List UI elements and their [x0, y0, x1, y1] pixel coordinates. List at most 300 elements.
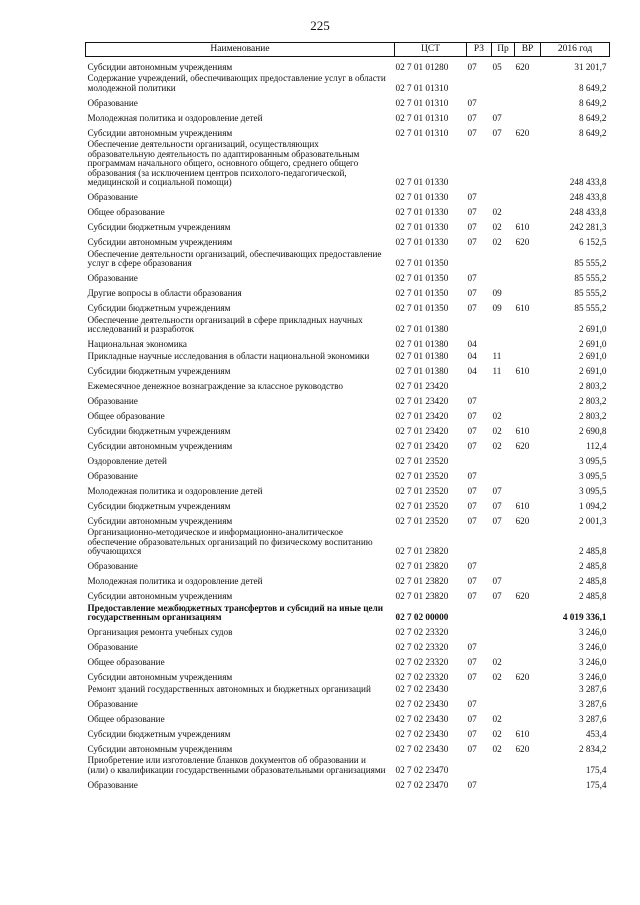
cell-pr: 07	[492, 500, 502, 511]
cell-pr	[492, 557, 515, 572]
cell-vr: 620	[515, 127, 530, 138]
cell-vr: 620	[515, 61, 530, 72]
cell-amount: 453,4	[585, 728, 607, 739]
cell-name: Субсидии бюджетным учреждениям	[87, 425, 231, 436]
cell-amount: 2 691,0	[578, 365, 607, 376]
cell-cst: 02 7 02 23320	[395, 657, 449, 667]
cell-cst: 02 7 01 01310	[395, 97, 449, 108]
cell-rz	[467, 526, 492, 557]
cell-rz: 07	[467, 500, 477, 511]
header-rz: РЗ	[467, 43, 492, 57]
cell-amount: 4 019 336,1	[562, 612, 607, 622]
table-row	[86, 376, 610, 391]
cell-pr: 07	[492, 591, 502, 601]
cell-amount: 2 803,2	[578, 395, 607, 406]
cell-pr	[492, 376, 515, 391]
cell-pr	[492, 72, 515, 93]
table-row	[86, 406, 610, 421]
cell-cst: 02 7 01 23520	[395, 500, 449, 511]
cell-name: Субсидии автономным учреждениям	[87, 743, 233, 754]
cell-name: Образование	[87, 470, 138, 481]
table-row	[86, 572, 610, 587]
cell-cst: 02 7 02 00000	[395, 612, 449, 622]
cell-pr	[492, 138, 515, 188]
cell-amount: 242 281,3	[569, 222, 607, 232]
cell-rz: 04	[467, 365, 477, 376]
cell-name: Организация ремонта учебных судов	[87, 627, 233, 637]
cell-vr	[515, 526, 541, 557]
cell-pr: 07	[492, 485, 502, 496]
cell-vr: 610	[515, 728, 530, 739]
cell-vr	[515, 350, 541, 362]
cell-pr	[492, 638, 515, 653]
table-row	[86, 511, 610, 526]
table-body	[86, 57, 610, 791]
table-row	[86, 93, 610, 108]
cell-vr	[515, 683, 541, 695]
cell-amount: 3 095,5	[578, 455, 607, 466]
cell-cst: 02 7 02 23430	[395, 713, 449, 724]
cell-name: Субсидии автономным учреждениям	[87, 672, 233, 682]
cell-name: Субсидии бюджетным учреждениям	[87, 728, 231, 739]
cell-rz: 07	[467, 713, 477, 724]
cell-pr	[492, 602, 515, 623]
cell-vr	[515, 481, 541, 496]
cell-rz: 07	[467, 470, 477, 481]
cell-vr	[515, 653, 541, 668]
cell-pr	[492, 188, 515, 203]
cell-vr: 620	[515, 440, 530, 451]
cell-rz: 07	[467, 395, 477, 406]
cell-pr	[492, 694, 515, 709]
cell-cst: 02 7 02 23430	[395, 683, 449, 694]
table-row	[86, 123, 610, 138]
cell-name: Образование	[87, 779, 138, 790]
cell-rz: 07	[467, 222, 477, 232]
cell-pr	[492, 623, 515, 638]
cell-rz	[467, 683, 492, 695]
cell-pr: 02	[492, 207, 502, 217]
cell-rz	[467, 314, 492, 335]
table-row	[86, 57, 610, 73]
cell-name: Образование	[87, 395, 138, 406]
cell-cst: 02 7 02 23470	[395, 779, 449, 790]
cell-rz	[467, 72, 492, 93]
cell-cst: 02 7 01 01280	[395, 61, 449, 72]
cell-name: Молодежная политика и оздоровление детей	[87, 576, 263, 586]
table-header-row	[86, 43, 610, 57]
cell-rz: 07	[467, 288, 477, 298]
cell-vr	[515, 284, 541, 299]
cell-pr: 02	[492, 743, 502, 754]
table-row	[86, 233, 610, 248]
header-name: Наименование	[86, 43, 395, 57]
cell-pr	[492, 391, 515, 406]
table-row	[86, 754, 610, 775]
cell-pr	[492, 93, 515, 108]
cell-vr	[515, 557, 541, 572]
cell-rz: 04	[467, 339, 477, 349]
cell-pr: 09	[492, 288, 502, 298]
cell-pr: 11	[492, 365, 502, 376]
table-row	[86, 638, 610, 653]
cell-vr	[515, 188, 541, 203]
cell-amount: 2 691,0	[578, 339, 607, 349]
cell-rz: 07	[467, 192, 477, 202]
cell-cst: 02 7 01 23820	[395, 561, 449, 571]
table-row	[86, 218, 610, 233]
cell-pr	[492, 754, 515, 775]
cell-pr: 02	[492, 237, 502, 247]
cell-rz: 04	[467, 350, 477, 361]
cell-cst: 02 7 01 23820	[395, 576, 449, 586]
cell-vr	[515, 754, 541, 775]
cell-name: Субсидии бюджетным учреждениям	[87, 500, 231, 511]
table-row	[86, 138, 610, 188]
cell-vr	[515, 602, 541, 623]
cell-amount: 175,4	[585, 779, 607, 790]
cell-cst: 02 7 01 01310	[395, 82, 449, 93]
cell-vr	[515, 203, 541, 218]
cell-cst: 02 7 02 23430	[395, 728, 449, 739]
cell-name: Субсидии автономным учреждениям	[87, 515, 233, 526]
table-row	[86, 361, 610, 376]
cell-pr: 07	[492, 576, 502, 586]
cell-vr	[515, 694, 541, 709]
table-row	[86, 526, 610, 557]
cell-amount: 31 201,7	[574, 61, 607, 72]
cell-rz: 07	[467, 410, 477, 421]
table-row	[86, 724, 610, 739]
cell-name: Содержание учреждений, обеспечивающих предоставление услуг в области молодежной политики	[87, 73, 386, 93]
cell-cst: 02 7 01 01310	[395, 112, 449, 123]
cell-amount: 85 555,2	[574, 288, 607, 298]
page-number: 225	[310, 18, 330, 33]
cell-name: Общее образование	[87, 713, 165, 724]
cell-cst: 02 7 01 01330	[395, 177, 449, 187]
cell-amount: 8 649,2	[578, 127, 607, 138]
cell-pr: 05	[492, 61, 502, 72]
cell-name: Образование	[87, 273, 138, 283]
cell-amount: 2 485,8	[578, 546, 607, 556]
cell-pr: 02	[492, 410, 502, 421]
table-row	[86, 466, 610, 481]
cell-name: Ремонт зданий государственных автономных и бюджетных организаций	[87, 683, 371, 694]
cell-amount: 248 433,8	[569, 177, 607, 187]
table-row	[86, 421, 610, 436]
cell-rz: 07	[467, 207, 477, 217]
cell-vr: 620	[515, 743, 530, 754]
cell-amount: 248 433,8	[569, 192, 607, 202]
cell-amount: 8 649,2	[578, 82, 607, 93]
cell-name: Образование	[87, 642, 138, 652]
cell-amount: 2 485,8	[578, 576, 607, 586]
cell-vr	[515, 572, 541, 587]
cell-rz: 07	[467, 425, 477, 436]
cell-name: Приобретение или изготовление бланков документов об образовании и (или) о квалификации государственными образовательными организациями	[87, 755, 386, 775]
table-row	[86, 436, 610, 451]
cell-amount: 6 152,5	[578, 237, 607, 247]
cell-rz: 07	[467, 728, 477, 739]
cell-pr: 02	[492, 222, 502, 232]
cell-cst: 02 7 01 23420	[395, 410, 449, 421]
cell-amount: 3 287,6	[578, 698, 607, 709]
budget-table	[85, 42, 610, 790]
cell-amount: 2 691,0	[578, 324, 607, 334]
cell-amount: 3 095,5	[578, 485, 607, 496]
cell-rz: 07	[467, 591, 477, 601]
cell-amount: 8 649,2	[578, 97, 607, 108]
cell-cst: 02 7 01 01380	[395, 350, 449, 361]
cell-name: Обеспечение деятельности организаций в сфере прикладных научных исследований и разработок	[87, 314, 363, 334]
cell-cst: 02 7 01 23520	[395, 455, 449, 466]
cell-amount: 2 485,8	[578, 561, 607, 571]
table-row	[86, 683, 610, 695]
cell-name: Предоставление межбюджетных трансфертов и субсидий на иные цели государственным организациям	[87, 602, 384, 622]
table-row	[86, 335, 610, 350]
cell-cst: 02 7 01 23420	[395, 425, 449, 436]
cell-cst: 02 7 01 01380	[395, 324, 449, 334]
cell-pr	[492, 335, 515, 350]
cell-cst: 02 7 01 01380	[395, 365, 449, 376]
cell-name: Образование	[87, 192, 138, 202]
cell-pr: 07	[492, 112, 502, 123]
cell-vr: 620	[515, 237, 530, 247]
cell-amount: 85 555,2	[574, 273, 607, 283]
cell-rz: 07	[467, 779, 477, 790]
cell-name: Молодежная политика и оздоровление детей	[87, 485, 263, 496]
table-row	[86, 269, 610, 284]
cell-vr: 610	[515, 365, 530, 376]
table-row	[86, 653, 610, 668]
table-row	[86, 602, 610, 623]
header-amount: 2016 год	[541, 43, 610, 57]
cell-pr	[492, 466, 515, 481]
cell-name: Общее образование	[87, 410, 165, 421]
cell-pr: 02	[492, 657, 502, 667]
cell-rz: 07	[467, 576, 477, 586]
cell-rz: 07	[467, 127, 477, 138]
cell-pr: 09	[492, 303, 502, 313]
cell-vr	[515, 376, 541, 391]
table-row	[86, 203, 610, 218]
cell-vr	[515, 709, 541, 724]
cell-name: Общее образование	[87, 207, 165, 217]
cell-cst: 02 7 02 23320	[395, 672, 449, 682]
cell-amount: 2 803,2	[578, 380, 607, 391]
cell-rz	[467, 138, 492, 188]
cell-vr: 620	[515, 672, 530, 682]
cell-rz: 07	[467, 672, 477, 682]
cell-rz	[467, 451, 492, 466]
cell-name: Образование	[87, 561, 138, 571]
cell-name: Субсидии автономным учреждениям	[87, 61, 233, 72]
cell-amount: 3 287,6	[578, 683, 607, 694]
cell-vr	[515, 335, 541, 350]
cell-name: Субсидии автономным учреждениям	[87, 127, 233, 138]
cell-cst: 02 7 01 01350	[395, 258, 449, 268]
table-row	[86, 284, 610, 299]
cell-pr: 07	[492, 515, 502, 526]
cell-vr	[515, 269, 541, 284]
cell-amount: 2 691,0	[578, 350, 607, 361]
cell-cst: 02 7 01 23820	[395, 591, 449, 601]
cell-amount: 2 803,2	[578, 410, 607, 421]
cell-amount: 8 649,2	[578, 112, 607, 123]
cell-cst: 02 7 01 01310	[395, 127, 449, 138]
table-row	[86, 299, 610, 314]
cell-pr: 02	[492, 672, 502, 682]
cell-cst: 02 7 02 23470	[395, 764, 449, 775]
table-row	[86, 350, 610, 362]
cell-name: Субсидии бюджетным учреждениям	[87, 303, 231, 313]
cell-pr: 11	[492, 350, 502, 361]
cell-name: Другие вопросы в области образования	[87, 288, 242, 298]
cell-amount: 3 287,6	[578, 713, 607, 724]
cell-amount: 175,4	[585, 764, 607, 775]
cell-name: Национальная экономика	[87, 339, 188, 349]
table-row	[86, 694, 610, 709]
cell-name: Образование	[87, 97, 138, 108]
cell-pr: 07	[492, 127, 502, 138]
cell-name: Субсидии автономным учреждениям	[87, 237, 233, 247]
table-row	[86, 72, 610, 93]
table-row	[86, 668, 610, 683]
cell-vr: 610	[515, 303, 530, 313]
table-row	[86, 314, 610, 335]
cell-cst: 02 7 01 23420	[395, 395, 449, 406]
cell-pr: 02	[492, 425, 502, 436]
cell-amount: 2 001,3	[578, 515, 607, 526]
cell-cst: 02 7 02 23320	[395, 627, 449, 637]
cell-name: Субсидии автономным учреждениям	[87, 440, 233, 451]
cell-amount: 3 246,0	[578, 627, 607, 637]
header-pr: Пр	[492, 43, 515, 57]
table-row	[86, 775, 610, 790]
table-row	[86, 496, 610, 511]
cell-cst: 02 7 01 01330	[395, 222, 449, 232]
cell-name: Организационно-методическое и информационно-аналитическое обеспечение образовательных организаций по физическому воспитанию обучающихся	[87, 527, 373, 556]
cell-amount: 85 555,2	[574, 258, 607, 268]
cell-cst: 02 7 01 23520	[395, 515, 449, 526]
cell-pr: 02	[492, 440, 502, 451]
cell-vr	[515, 248, 541, 269]
header-cst: ЦСТ	[395, 43, 467, 57]
cell-vr: 610	[515, 222, 530, 232]
cell-vr: 620	[515, 515, 530, 526]
cell-name: Субсидии бюджетным учреждениям	[87, 365, 231, 376]
cell-cst: 02 7 02 23430	[395, 743, 449, 754]
cell-name: Обеспечение деятельности организаций, осуществляющих образовательную деятельность по адаптированным образовательным программам начального общего, основного общего, среднего общего образования (за исключением центров психолого-педагогической, медицинской и социальной помощи)	[87, 139, 360, 187]
table-row	[86, 557, 610, 572]
cell-vr	[515, 93, 541, 108]
cell-name: Обеспечение деятельности организаций, обеспечивающих предоставление услуг в сфере образования	[87, 248, 382, 268]
cell-cst: 02 7 01 01350	[395, 288, 449, 298]
cell-pr	[492, 451, 515, 466]
cell-name: Молодежная политика и оздоровление детей	[87, 112, 263, 123]
cell-cst: 02 7 01 23520	[395, 485, 449, 496]
cell-rz	[467, 376, 492, 391]
cell-cst: 02 7 01 01380	[395, 339, 449, 349]
cell-rz: 07	[467, 112, 477, 123]
cell-vr: 610	[515, 500, 530, 511]
cell-amount: 1 094,2	[578, 500, 607, 511]
cell-rz: 07	[467, 303, 477, 313]
cell-rz	[467, 602, 492, 623]
cell-cst: 02 7 01 01330	[395, 207, 449, 217]
table-row	[86, 188, 610, 203]
cell-pr: 02	[492, 713, 502, 724]
cell-rz: 07	[467, 561, 477, 571]
cell-vr	[515, 108, 541, 123]
cell-rz	[467, 248, 492, 269]
cell-cst: 02 7 01 01330	[395, 192, 449, 202]
cell-pr	[492, 314, 515, 335]
cell-vr	[515, 72, 541, 93]
cell-vr	[515, 314, 541, 335]
cell-rz: 07	[467, 485, 477, 496]
cell-rz	[467, 623, 492, 638]
cell-rz: 07	[467, 440, 477, 451]
cell-name: Субсидии автономным учреждениям	[87, 591, 233, 601]
cell-amount: 3 246,0	[578, 642, 607, 652]
cell-vr	[515, 623, 541, 638]
cell-cst: 02 7 01 01350	[395, 303, 449, 313]
cell-name: Общее образование	[87, 657, 165, 667]
cell-pr	[492, 526, 515, 557]
cell-cst: 02 7 01 23820	[395, 546, 449, 556]
cell-vr	[515, 391, 541, 406]
cell-amount: 3 246,0	[578, 657, 607, 667]
cell-pr	[492, 269, 515, 284]
cell-vr: 610	[515, 425, 530, 436]
cell-rz: 07	[467, 237, 477, 247]
cell-rz	[467, 754, 492, 775]
cell-cst: 02 7 01 23420	[395, 380, 449, 391]
table-row	[86, 391, 610, 406]
cell-vr	[515, 775, 541, 790]
cell-cst: 02 7 02 23320	[395, 642, 449, 652]
cell-name: Субсидии бюджетным учреждениям	[87, 222, 231, 232]
cell-rz: 07	[467, 61, 477, 72]
cell-cst: 02 7 01 23420	[395, 440, 449, 451]
cell-pr	[492, 683, 515, 695]
cell-cst: 02 7 01 01330	[395, 237, 449, 247]
cell-vr	[515, 638, 541, 653]
cell-cst: 02 7 01 01350	[395, 273, 449, 283]
cell-vr	[515, 138, 541, 188]
cell-amount: 3 246,0	[578, 672, 607, 682]
cell-cst: 02 7 01 23520	[395, 470, 449, 481]
cell-amount: 248 433,8	[569, 207, 607, 217]
cell-rz: 07	[467, 97, 477, 108]
cell-name: Ежемесячное денежное вознаграждение за классное руководство	[87, 380, 343, 391]
cell-rz: 07	[467, 273, 477, 283]
table-row	[86, 709, 610, 724]
cell-name: Прикладные научные исследования в области национальной экономики	[87, 350, 370, 361]
table-row	[86, 587, 610, 602]
cell-rz: 07	[467, 657, 477, 667]
table-row	[86, 481, 610, 496]
table-row	[86, 248, 610, 269]
cell-vr	[515, 406, 541, 421]
table-row	[86, 451, 610, 466]
cell-rz: 07	[467, 642, 477, 652]
cell-rz: 07	[467, 698, 477, 709]
cell-amount: 2 834,2	[578, 743, 607, 754]
header-vr: ВР	[515, 43, 541, 57]
cell-pr: 02	[492, 728, 502, 739]
